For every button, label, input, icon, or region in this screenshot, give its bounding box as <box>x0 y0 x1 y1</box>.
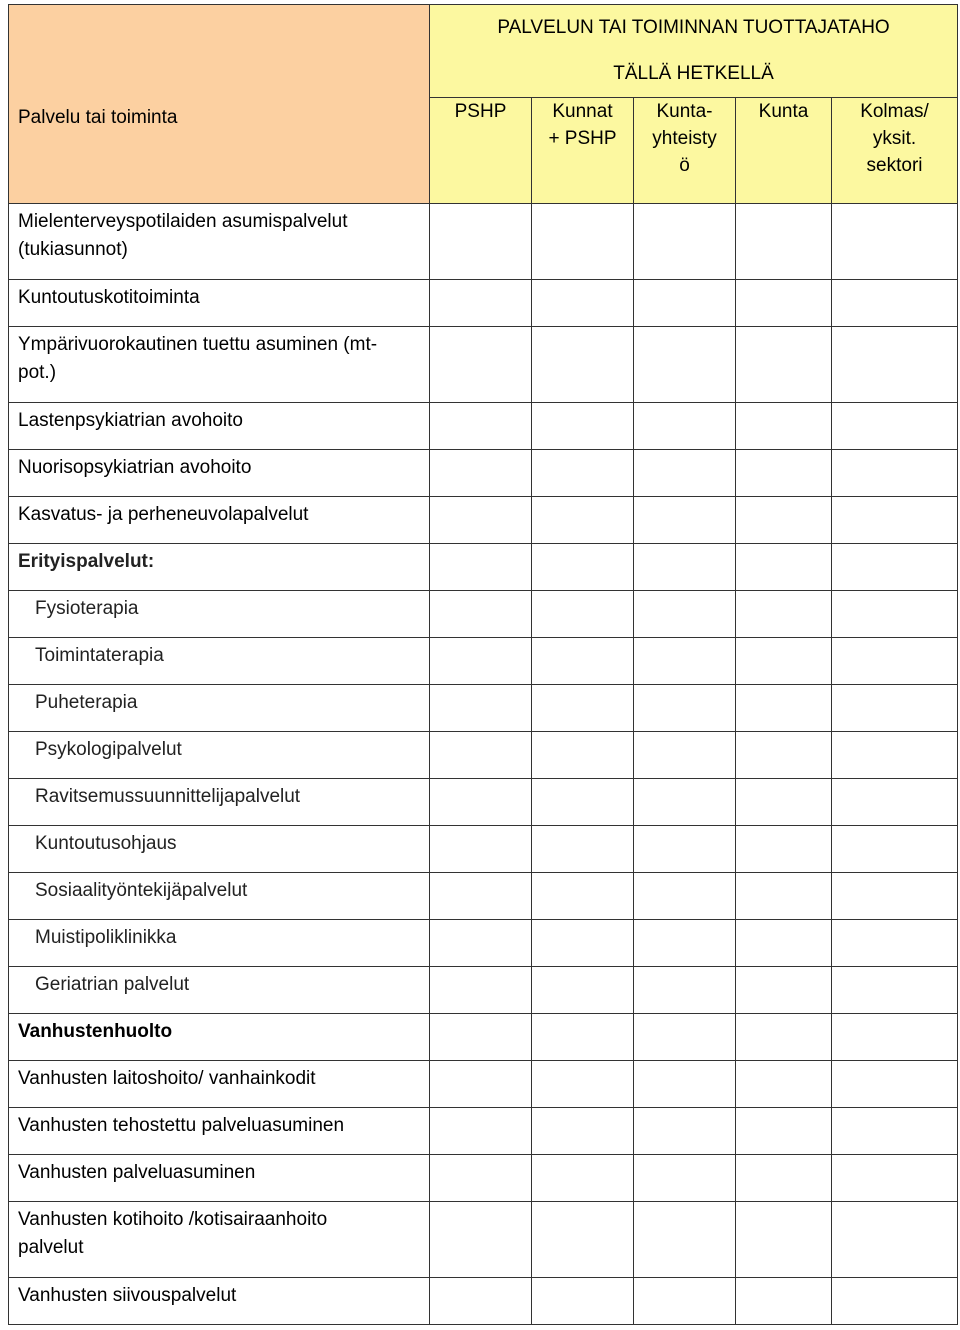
service-name-line: Kuntoutuskotitoiminta <box>18 287 200 308</box>
provider-checkbox-cell[interactable] <box>430 1108 532 1155</box>
column-header-line: Kolmas/ <box>860 101 929 122</box>
provider-checkbox-cell[interactable] <box>430 1155 532 1202</box>
table-row <box>9 873 958 920</box>
service-name-line: Vanhusten laitoshoito/ vanhainkodit <box>18 1068 316 1089</box>
provider-checkbox-cell[interactable] <box>430 1061 532 1108</box>
provider-checkbox-cell[interactable] <box>832 967 958 1014</box>
column-header-line: Kunta- <box>656 101 713 122</box>
provider-checkbox-cell[interactable] <box>634 327 736 403</box>
provider-checkbox-cell[interactable] <box>832 826 958 873</box>
table-row <box>9 1155 958 1202</box>
column-header-line: ö <box>679 155 690 176</box>
provider-checkbox-cell[interactable] <box>634 1278 736 1325</box>
provider-checkbox-cell[interactable] <box>832 450 958 497</box>
provider-checkbox-cell[interactable] <box>634 591 736 638</box>
provider-checkbox-cell[interactable] <box>430 497 532 544</box>
provider-checkbox-cell[interactable] <box>736 204 832 280</box>
service-name-line: Muistipoliklinikka <box>35 927 177 948</box>
provider-checkbox-cell[interactable] <box>832 732 958 779</box>
service-name-cell <box>9 685 430 732</box>
table-row <box>9 1014 958 1061</box>
service-name-line: Mielenterveyspotilaiden asumispalvelut <box>18 211 348 232</box>
provider-checkbox-cell[interactable] <box>532 544 634 591</box>
table-row <box>9 779 958 826</box>
service-name-line: Vanhusten kotihoito /kotisairaanhoito <box>18 1209 328 1230</box>
column-header-line: + PSHP <box>548 128 617 149</box>
service-name-line: Erityispalvelut: <box>18 551 155 572</box>
provider-checkbox-cell[interactable] <box>634 1061 736 1108</box>
table-row <box>9 1061 958 1108</box>
service-name-line: Puheterapia <box>35 692 138 713</box>
table-row <box>9 826 958 873</box>
provider-checkbox-cell[interactable] <box>736 544 832 591</box>
column-header-kunnat-pshp <box>532 98 634 204</box>
provider-checkbox-cell[interactable] <box>832 327 958 403</box>
service-name-line: Kuntoutusohjaus <box>35 833 177 854</box>
provider-checkbox-cell[interactable] <box>634 497 736 544</box>
provider-checkbox-cell[interactable] <box>430 544 532 591</box>
provider-checkbox-cell[interactable] <box>736 920 832 967</box>
provider-title-cell <box>430 5 958 98</box>
provider-checkbox-cell[interactable] <box>532 403 634 450</box>
provider-checkbox-cell[interactable] <box>430 1014 532 1061</box>
service-name-cell <box>9 826 430 873</box>
provider-checkbox-cell[interactable] <box>736 1202 832 1278</box>
provider-checkbox-cell[interactable] <box>532 920 634 967</box>
service-name-cell <box>9 280 430 327</box>
provider-checkbox-cell[interactable] <box>430 873 532 920</box>
column-header-kunta <box>736 98 832 204</box>
service-name-line: Ympärivuorokautinen tuettu asuminen (mt- <box>18 334 378 355</box>
service-name-line: Kasvatus- ja perheneuvolapalvelut <box>18 504 309 525</box>
service-name-cell <box>9 327 430 403</box>
provider-checkbox-cell[interactable] <box>634 638 736 685</box>
column-header-pshp <box>430 98 532 204</box>
provider-checkbox-cell[interactable] <box>832 920 958 967</box>
provider-checkbox-cell[interactable] <box>532 1155 634 1202</box>
provider-checkbox-cell[interactable] <box>532 591 634 638</box>
provider-checkbox-cell[interactable] <box>430 1278 532 1325</box>
service-name-line: Vanhusten palveluasuminen <box>18 1162 256 1183</box>
table-row <box>9 685 958 732</box>
provider-checkbox-cell[interactable] <box>634 920 736 967</box>
provider-checkbox-cell[interactable] <box>532 327 634 403</box>
provider-checkbox-cell[interactable] <box>634 779 736 826</box>
provider-title-line2: TÄLLÄ HETKELLÄ <box>613 63 774 84</box>
provider-title-line1: PALVELUN TAI TOIMINNAN TUOTTAJATAHO <box>497 17 890 38</box>
provider-checkbox-cell[interactable] <box>532 1278 634 1325</box>
service-name-line: Nuorisopsykiatrian avohoito <box>18 457 252 478</box>
service-name-cell <box>9 1155 430 1202</box>
provider-checkbox-cell[interactable] <box>736 1014 832 1061</box>
column-header-line: Kunta <box>758 101 809 122</box>
provider-checkbox-cell[interactable] <box>736 403 832 450</box>
provider-checkbox-cell[interactable] <box>532 1202 634 1278</box>
provider-checkbox-cell[interactable] <box>634 873 736 920</box>
provider-checkbox-cell[interactable] <box>634 204 736 280</box>
table-row <box>9 204 958 280</box>
provider-checkbox-cell[interactable] <box>832 1108 958 1155</box>
service-name-cell <box>9 1061 430 1108</box>
provider-checkbox-cell[interactable] <box>430 920 532 967</box>
provider-checkbox-cell[interactable] <box>736 732 832 779</box>
service-name-cell <box>9 591 430 638</box>
table-row <box>9 732 958 779</box>
column-header-line: yhteisty <box>652 128 717 149</box>
provider-checkbox-cell[interactable] <box>634 1108 736 1155</box>
table-row <box>9 497 958 544</box>
provider-checkbox-cell[interactable] <box>832 544 958 591</box>
provider-checkbox-cell[interactable] <box>634 544 736 591</box>
provider-checkbox-cell[interactable] <box>532 1061 634 1108</box>
provider-checkbox-cell[interactable] <box>430 638 532 685</box>
provider-checkbox-cell[interactable] <box>832 403 958 450</box>
table-row <box>9 327 958 403</box>
service-name-cell <box>9 497 430 544</box>
provider-checkbox-cell[interactable] <box>430 450 532 497</box>
service-name-line: (tukiasunnot) <box>18 239 128 260</box>
service-name-line: Ravitsemussuunnittelijapalvelut <box>35 786 301 807</box>
provider-checkbox-cell[interactable] <box>634 826 736 873</box>
provider-checkbox-cell[interactable] <box>832 1061 958 1108</box>
column-header-line: PSHP <box>454 101 507 122</box>
provider-checkbox-cell[interactable] <box>532 826 634 873</box>
provider-checkbox-cell[interactable] <box>736 1155 832 1202</box>
provider-checkbox-cell[interactable] <box>736 1061 832 1108</box>
service-name-line: Vanhusten tehostettu palveluasuminen <box>18 1115 345 1136</box>
service-name-cell <box>9 1278 430 1325</box>
provider-checkbox-cell[interactable] <box>430 327 532 403</box>
provider-checkbox-cell[interactable] <box>736 779 832 826</box>
provider-checkbox-cell[interactable] <box>430 685 532 732</box>
provider-checkbox-cell[interactable] <box>430 204 532 280</box>
provider-checkbox-cell[interactable] <box>736 497 832 544</box>
column-header-kolmas-sektori <box>832 98 958 204</box>
provider-checkbox-cell[interactable] <box>736 1108 832 1155</box>
table-row <box>9 920 958 967</box>
service-name-cell <box>9 1108 430 1155</box>
provider-checkbox-cell[interactable] <box>532 967 634 1014</box>
provider-checkbox-cell[interactable] <box>736 591 832 638</box>
service-name-cell <box>9 403 430 450</box>
provider-checkbox-cell[interactable] <box>532 638 634 685</box>
service-name-line: pot.) <box>18 362 57 383</box>
provider-checkbox-cell[interactable] <box>430 280 532 327</box>
service-name-line: Vanhusten siivouspalvelut <box>18 1285 237 1306</box>
provider-checkbox-cell[interactable] <box>736 327 832 403</box>
provider-checkbox-cell[interactable] <box>430 779 532 826</box>
provider-checkbox-cell[interactable] <box>634 732 736 779</box>
provider-checkbox-cell[interactable] <box>832 638 958 685</box>
service-provider-table <box>8 4 958 1325</box>
provider-checkbox-cell[interactable] <box>832 1202 958 1278</box>
table-row <box>9 591 958 638</box>
service-name-line: Toimintaterapia <box>35 645 164 666</box>
provider-checkbox-cell[interactable] <box>832 591 958 638</box>
table-row <box>9 544 958 591</box>
provider-checkbox-cell[interactable] <box>532 779 634 826</box>
provider-checkbox-cell[interactable] <box>832 1278 958 1325</box>
service-name-line: Psykologipalvelut <box>35 739 182 760</box>
provider-checkbox-cell[interactable] <box>832 1155 958 1202</box>
provider-checkbox-cell[interactable] <box>532 685 634 732</box>
table-row <box>9 967 958 1014</box>
provider-checkbox-cell[interactable] <box>430 826 532 873</box>
provider-checkbox-cell[interactable] <box>430 591 532 638</box>
table-row <box>9 1108 958 1155</box>
table-row <box>9 450 958 497</box>
table-row <box>9 403 958 450</box>
provider-checkbox-cell[interactable] <box>430 403 532 450</box>
provider-checkbox-cell[interactable] <box>736 638 832 685</box>
provider-checkbox-cell[interactable] <box>532 732 634 779</box>
service-name-cell <box>9 967 430 1014</box>
service-name-line: Fysioterapia <box>35 598 139 619</box>
provider-checkbox-cell[interactable] <box>634 450 736 497</box>
provider-checkbox-cell[interactable] <box>736 1278 832 1325</box>
provider-checkbox-cell[interactable] <box>832 685 958 732</box>
provider-checkbox-cell[interactable] <box>532 204 634 280</box>
column-header-line: Kunnat <box>552 101 613 122</box>
provider-checkbox-cell[interactable] <box>736 450 832 497</box>
table-row <box>9 1278 958 1325</box>
provider-checkbox-cell[interactable] <box>532 450 634 497</box>
provider-checkbox-cell[interactable] <box>832 779 958 826</box>
service-name-cell <box>9 450 430 497</box>
service-name-cell <box>9 1014 430 1061</box>
corner-header-cell <box>9 5 430 204</box>
service-name-line: Geriatrian palvelut <box>35 974 190 995</box>
provider-checkbox-cell[interactable] <box>532 497 634 544</box>
service-name-line: Sosiaalityöntekijäpalvelut <box>35 880 248 901</box>
provider-checkbox-cell[interactable] <box>634 280 736 327</box>
service-name-line: Lastenpsykiatrian avohoito <box>18 410 243 431</box>
provider-checkbox-cell[interactable] <box>532 1108 634 1155</box>
provider-checkbox-cell[interactable] <box>634 1155 736 1202</box>
service-name-cell <box>9 1202 430 1278</box>
provider-checkbox-cell[interactable] <box>532 280 634 327</box>
service-name-cell <box>9 873 430 920</box>
provider-checkbox-cell[interactable] <box>634 1014 736 1061</box>
provider-checkbox-cell[interactable] <box>532 1014 634 1061</box>
provider-checkbox-cell[interactable] <box>634 1202 736 1278</box>
service-name-cell <box>9 544 430 591</box>
table-row <box>9 1202 958 1278</box>
provider-checkbox-cell[interactable] <box>532 873 634 920</box>
provider-checkbox-cell[interactable] <box>634 685 736 732</box>
provider-checkbox-cell[interactable] <box>634 967 736 1014</box>
provider-checkbox-cell[interactable] <box>832 204 958 280</box>
provider-checkbox-cell[interactable] <box>832 280 958 327</box>
service-name-line: Vanhustenhuolto <box>18 1021 173 1042</box>
service-name-cell <box>9 779 430 826</box>
service-name-cell <box>9 204 430 280</box>
provider-checkbox-cell[interactable] <box>736 967 832 1014</box>
provider-checkbox-cell[interactable] <box>832 873 958 920</box>
provider-checkbox-cell[interactable] <box>832 497 958 544</box>
service-name-cell <box>9 638 430 685</box>
column-header-line: sektori <box>866 155 923 176</box>
service-name-line: palvelut <box>18 1237 84 1258</box>
service-name-cell <box>9 920 430 967</box>
provider-checkbox-cell[interactable] <box>736 826 832 873</box>
column-header-line: yksit. <box>872 128 917 149</box>
table-row <box>9 280 958 327</box>
provider-checkbox-cell[interactable] <box>430 732 532 779</box>
provider-checkbox-cell[interactable] <box>832 1014 958 1061</box>
service-name-cell <box>9 732 430 779</box>
provider-checkbox-cell[interactable] <box>634 403 736 450</box>
provider-checkbox-cell[interactable] <box>430 1202 532 1278</box>
column-header-kuntayhteistyo <box>634 98 736 204</box>
provider-checkbox-cell[interactable] <box>430 967 532 1014</box>
provider-checkbox-cell[interactable] <box>736 873 832 920</box>
table-row <box>9 638 958 685</box>
provider-checkbox-cell[interactable] <box>736 685 832 732</box>
corner-label: Palvelu tai toiminta <box>18 107 178 128</box>
provider-checkbox-cell[interactable] <box>736 280 832 327</box>
